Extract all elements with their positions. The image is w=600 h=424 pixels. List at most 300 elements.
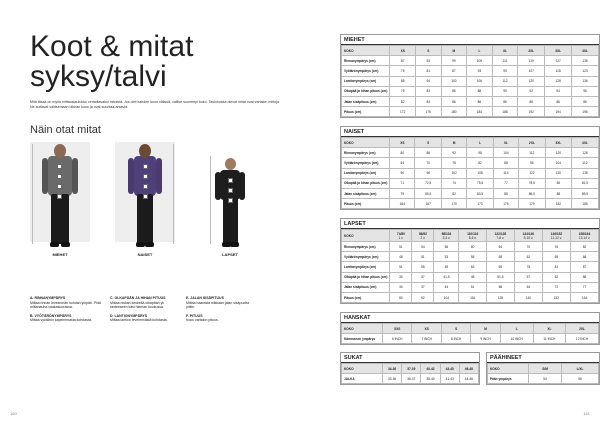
- cell-value: 85: [494, 188, 519, 198]
- cell-value: 77: [570, 282, 598, 292]
- cell-value: L/XL: [562, 364, 599, 374]
- cell-value: 184: [467, 107, 493, 117]
- cell-value: 81,5: [571, 178, 598, 188]
- figure-label-women: NAISET: [137, 252, 153, 257]
- def-head-b: B. VYÖTÄRÖNYMPÄRYS: [30, 313, 72, 318]
- row-label: JALKA: [342, 374, 383, 384]
- right-page: [300, 0, 600, 424]
- measure-point: [228, 188, 233, 193]
- measure-point: [143, 184, 148, 189]
- cell-value: XS: [390, 46, 416, 56]
- cell-value: 54: [529, 374, 562, 384]
- table-miehet: [340, 34, 600, 118]
- table-header-row: [342, 46, 599, 56]
- size-table: [487, 363, 599, 384]
- cell-value: 38-40: [421, 374, 440, 384]
- cell-value: S: [415, 46, 441, 56]
- table-row: [342, 282, 599, 292]
- cell-value: 192: [518, 107, 545, 117]
- measurement-figures: [30, 142, 285, 252]
- measure-point: [57, 184, 62, 189]
- cell-value: 81: [542, 262, 570, 272]
- cell-value: 78,5: [518, 178, 545, 188]
- cell-value: 76: [542, 242, 570, 252]
- def-text-f: Koko vartalon pituus.: [186, 318, 219, 323]
- cell-value: 9 INCH: [471, 334, 500, 344]
- cell-value: 70: [415, 158, 442, 168]
- cell-value: 128: [571, 148, 598, 158]
- measure-point: [57, 164, 62, 169]
- head: [54, 144, 66, 158]
- cell-value: 11 INCH: [533, 334, 565, 344]
- table-row: [342, 158, 599, 168]
- row-label: Kämmenen ympärys: [342, 334, 383, 344]
- table-row: [342, 56, 599, 66]
- cell-value: 86: [518, 96, 545, 106]
- cell-value: 105: [467, 56, 493, 66]
- cell-value: 104: [494, 148, 519, 158]
- cell-value: 56: [434, 242, 459, 252]
- row-label: Lantionympärys (cm): [342, 262, 390, 272]
- size-table: [341, 323, 599, 344]
- cell-value: 122: [518, 168, 545, 178]
- cell-value: 58: [486, 282, 514, 292]
- cell-value: 3XL: [545, 46, 572, 56]
- header-cell: 86/92 2 v.: [412, 230, 434, 242]
- def-text-e: Mittaa haarasta nilkkaan jalan sisäpuolta pitkin.: [186, 300, 250, 310]
- size-table: [341, 45, 599, 117]
- cell-value: 167: [415, 199, 442, 209]
- cell-value: 41-43: [440, 374, 459, 384]
- cell-value: 68: [570, 272, 598, 282]
- cell-value: 30: [390, 272, 412, 282]
- cell-value: 112: [492, 76, 518, 86]
- cell-value: 41,5: [434, 272, 459, 282]
- cell-value: 96: [518, 158, 545, 168]
- cell-value: 87: [390, 56, 416, 66]
- cell-value: 45: [459, 272, 486, 282]
- definitions-col-3: [186, 296, 258, 323]
- cell-value: M: [441, 46, 467, 56]
- table-row: [342, 86, 599, 96]
- cell-value: 127: [545, 56, 572, 66]
- cell-value: 115: [545, 66, 572, 76]
- cell-value: 83,5: [467, 188, 494, 198]
- cell-value: 88: [467, 86, 493, 96]
- cell-value: 51: [390, 242, 412, 252]
- cell-value: 107: [518, 66, 545, 76]
- cell-value: 179: [518, 199, 545, 209]
- table-row: [342, 178, 599, 188]
- table-row: [342, 199, 599, 209]
- cell-value: 136: [572, 76, 599, 86]
- table-row: [342, 96, 599, 106]
- def-head-a: A. RINNANYMPÄRYS: [30, 296, 66, 300]
- header-cell: 110/116 5-6 v.: [459, 230, 486, 242]
- cell-value: 64: [390, 158, 415, 168]
- row-label: KOKO: [342, 138, 390, 148]
- cell-value: 75,5: [467, 178, 494, 188]
- cell-value: 64: [514, 282, 542, 292]
- cell-value: 6 INCH: [383, 334, 412, 344]
- head: [225, 158, 236, 170]
- row-label: KOKO: [342, 46, 390, 56]
- cell-value: 130: [545, 168, 571, 178]
- header-cell: 122/128 7-8 v.: [486, 230, 514, 242]
- cell-value: 99: [441, 56, 467, 66]
- cell-value: 81: [415, 66, 441, 76]
- table-title-naiset: NAISET: [341, 127, 599, 137]
- cell-value: 92: [518, 86, 545, 96]
- page-number-left: 160: [10, 411, 17, 416]
- title-line-2: syksy/talvi: [30, 60, 167, 93]
- row-label: Olkapää ja hihan pituus (cm): [342, 178, 390, 188]
- cell-value: XXS: [383, 324, 412, 334]
- table-paahineet: [486, 352, 600, 385]
- cell-value: 4XL: [571, 138, 598, 148]
- table-naiset: [340, 126, 600, 210]
- measure-point: [143, 194, 148, 199]
- row-label: Jalan sisäpituus (cm): [342, 96, 390, 106]
- row-label: Pituus (cm): [342, 199, 390, 209]
- row-label: Pituus (cm): [342, 107, 390, 117]
- cell-value: 62: [514, 252, 542, 262]
- table-title-lapset: LAPSET: [341, 219, 599, 229]
- cell-value: 119: [518, 56, 545, 66]
- cell-value: 7 INCH: [412, 334, 441, 344]
- cell-value: 59: [434, 262, 459, 272]
- header-cell: KOKO: [342, 230, 390, 242]
- cell-value: 10 INCH: [500, 334, 533, 344]
- cell-value: 94: [545, 86, 572, 96]
- row-label: Olkapää ja hihan pituus (cm): [342, 86, 390, 96]
- cell-value: 4XL: [572, 46, 599, 56]
- cell-value: 46-48: [459, 364, 478, 374]
- table-title-paahineet: PÄÄHINEET: [487, 353, 599, 363]
- row-label: Rinnanympärys (cm): [342, 148, 390, 158]
- table-title-miehet: MIEHET: [341, 35, 599, 45]
- cell-value: 104: [545, 158, 571, 168]
- cell-value: 88: [390, 76, 416, 86]
- cell-value: 65: [542, 252, 570, 262]
- table-row: [488, 374, 599, 384]
- cell-value: M: [471, 324, 500, 334]
- cell-value: 173: [467, 199, 494, 209]
- cell-value: 87: [441, 66, 467, 76]
- table-header-row: [342, 230, 599, 242]
- cell-value: 74: [442, 178, 467, 188]
- cell-value: 71: [390, 178, 415, 188]
- table-row: [342, 262, 599, 272]
- legs-tights: [137, 194, 153, 244]
- figure-women: [115, 142, 175, 252]
- table-lapset: [340, 218, 600, 304]
- cell-value: XS: [390, 138, 415, 148]
- row-label: Rinnanympärys (cm): [342, 56, 390, 66]
- def-text-b: Mittaa vyötärön kapeimmasta kohdasta.: [30, 318, 92, 323]
- cell-value: 86: [441, 96, 467, 106]
- cell-value: 55: [412, 262, 434, 272]
- cell-value: 176: [494, 199, 519, 209]
- def-text-d: Mittaa lantion leveimmästä kohdasta.: [110, 318, 168, 323]
- cell-value: 84: [415, 96, 441, 106]
- header-cell: 134/140 9-10 v.: [514, 230, 542, 242]
- table-row: [342, 242, 599, 252]
- cell-value: 170: [442, 199, 467, 209]
- shoe-left: [50, 242, 59, 247]
- cell-value: 94: [415, 76, 441, 86]
- header-cell: 146/152 11-12 v.: [542, 230, 570, 242]
- cell-value: 152: [542, 292, 570, 302]
- cell-value: 87: [570, 262, 598, 272]
- cell-value: 86: [572, 96, 599, 106]
- cell-value: 79: [390, 86, 416, 96]
- cell-value: 86: [467, 96, 493, 106]
- cell-value: 8 INCH: [441, 334, 470, 344]
- cell-value: 180: [441, 107, 467, 117]
- cell-value: 75: [514, 262, 542, 272]
- def-head-c: C. OLKAPÄÄN JA HIHAN PITUUS: [110, 296, 166, 300]
- figure-label-children: LAPSET: [222, 252, 238, 257]
- row-label: KOKO: [488, 364, 529, 374]
- cell-value: L: [467, 138, 494, 148]
- row-label: KOKO: [342, 364, 383, 374]
- cell-value: 40-42: [421, 364, 440, 374]
- table-header-row: [342, 138, 599, 148]
- arm-right: [156, 158, 162, 194]
- cell-value: 123: [572, 66, 599, 76]
- cell-value: 196: [572, 107, 599, 117]
- row-label: Vyötärönympärys (cm): [342, 66, 390, 76]
- table-header-row: [488, 364, 599, 374]
- definitions-col-1: [30, 296, 102, 323]
- cell-value: 72,5: [415, 178, 442, 188]
- table-row: [342, 252, 599, 262]
- cell-value: 3XL: [545, 138, 571, 148]
- measure-point: [143, 164, 148, 169]
- cell-value: S: [441, 324, 470, 334]
- cell-value: 34-36: [383, 364, 402, 374]
- cell-value: S/M: [529, 364, 562, 374]
- cell-value: 51: [412, 252, 434, 262]
- table-row: [342, 272, 599, 282]
- row-label: Lantionympärys (cm): [342, 76, 390, 86]
- cell-value: 55: [459, 252, 486, 262]
- cell-value: XS: [412, 324, 441, 334]
- cell-value: 80: [545, 178, 571, 188]
- cell-value: 104: [434, 292, 459, 302]
- cell-value: 63: [459, 262, 486, 272]
- cell-value: 120: [545, 148, 571, 158]
- cell-value: 37-39: [402, 364, 421, 374]
- cell-value: 75: [390, 66, 416, 76]
- cell-value: 76: [442, 158, 467, 168]
- cell-value: 37: [412, 282, 434, 292]
- cell-value: 88: [494, 158, 519, 168]
- table-row: [342, 374, 479, 384]
- table-row: [342, 107, 599, 117]
- cell-value: 2XL: [518, 46, 545, 56]
- header-cell: 74/80 1 v.: [390, 230, 412, 242]
- cell-value: 194: [545, 107, 572, 117]
- def-head-e: E. JALAN SISÄPITUUS: [186, 296, 224, 300]
- cell-value: 182: [545, 199, 571, 209]
- figure-label-men: MIEHET: [52, 252, 68, 257]
- def-head-d: D. LANTIONYMPÄRYS: [110, 313, 148, 318]
- cell-value: 44: [434, 282, 459, 292]
- cell-value: 93: [467, 66, 493, 76]
- cell-value: 2XL: [518, 138, 545, 148]
- cell-value: 80,5: [415, 188, 442, 198]
- table-sukat: [340, 352, 480, 385]
- def-text-a: Mittaa rinnan leveimmän kohdan ympäri. Pidä mittanauha vaakasuorassa.: [30, 300, 102, 310]
- cell-value: L: [500, 324, 533, 334]
- size-table: [341, 363, 479, 384]
- cell-value: 56: [562, 374, 599, 384]
- title-line-1: Koot & mitat: [30, 30, 194, 63]
- cell-value: 30: [390, 282, 412, 292]
- size-table: [341, 137, 599, 209]
- cell-value: 86: [492, 96, 518, 106]
- measure-point: [143, 174, 148, 179]
- table-row: [342, 188, 599, 198]
- cell-value: XL: [492, 46, 518, 56]
- cell-value: 79: [390, 188, 415, 198]
- cell-value: 68: [570, 252, 598, 262]
- cell-value: 114: [494, 168, 519, 178]
- cell-value: 82: [442, 188, 467, 198]
- cell-value: 51,5: [486, 272, 514, 282]
- cell-value: 36-37: [402, 374, 421, 384]
- table-row: [342, 66, 599, 76]
- cell-value: 100: [441, 76, 467, 86]
- row-label: Vyötärönympärys (cm): [342, 158, 390, 168]
- def-text-c: Mittaa niskan keskeltä olkapään yli ranteeseen käsi hieman koukussa.: [110, 300, 164, 310]
- figure-children: [200, 142, 260, 252]
- cell-value: 99: [492, 66, 518, 76]
- legs-tights: [223, 198, 238, 244]
- cell-value: 135: [572, 56, 599, 66]
- cell-value: S: [415, 138, 442, 148]
- table-title-sukat: SUKAT: [341, 353, 479, 363]
- table-row: [342, 148, 599, 158]
- cell-value: 53: [434, 252, 459, 262]
- cell-value: XL: [494, 138, 519, 148]
- cell-value: 96: [415, 168, 442, 178]
- table-row: [342, 292, 599, 302]
- intro-text: Mitä tässä on myös mittaustaulukko vertailtavaksi mitoista. Jos olet kahden koon välissä, valitse suurempi koko. Taulukossa olevat mitat ovat vartalon mittoja. Ne auttavat valitsemaan oikean koon ja ovat suuntaa-antavia.: [30, 100, 281, 109]
- cell-value: 54: [412, 242, 434, 252]
- cell-value: 57: [514, 272, 542, 282]
- cell-value: 112: [571, 158, 598, 168]
- torso-shirt: [220, 170, 240, 200]
- cell-value: 112: [518, 148, 545, 158]
- header-cell: 98/104 3-4 v.: [434, 230, 459, 242]
- cell-value: 64: [486, 242, 514, 252]
- row-label: Olkapää ja hihan pituus (cm): [342, 272, 390, 282]
- cell-value: 2XL: [566, 324, 599, 334]
- cell-value: 92: [442, 148, 467, 158]
- cell-value: 164: [570, 292, 598, 302]
- table-header-row: [342, 364, 479, 374]
- cell-value: 111: [492, 56, 518, 66]
- cell-value: 80: [390, 292, 412, 302]
- shoe-right: [230, 242, 239, 247]
- cell-value: 80: [390, 148, 415, 158]
- cell-value: 83: [415, 86, 441, 96]
- shoe-right: [145, 242, 154, 247]
- cell-value: 82: [467, 158, 494, 168]
- arm-right: [72, 158, 78, 194]
- cell-value: 90: [390, 168, 415, 178]
- cell-value: 106: [467, 76, 493, 86]
- cell-value: 77: [494, 178, 519, 188]
- cell-value: 98: [467, 148, 494, 158]
- page-title: [30, 32, 193, 92]
- table-title-hanskat: HANSKAT: [341, 313, 599, 323]
- cell-value: 172: [390, 107, 416, 117]
- row-label: Rinnanympärys (cm): [342, 242, 390, 252]
- cell-value: 176: [415, 107, 441, 117]
- cell-value: 96: [572, 86, 599, 96]
- cell-value: XL: [533, 324, 565, 334]
- figure-men: [30, 142, 90, 252]
- row-label: Vyötärönympärys (cm): [342, 252, 390, 262]
- cell-value: 86: [415, 148, 442, 158]
- cell-value: 33-36: [383, 374, 402, 384]
- shoe-left: [136, 242, 145, 247]
- section-subtitle: Näin otat mitat: [30, 124, 101, 136]
- measure-point: [228, 198, 233, 203]
- cell-value: 60: [459, 242, 486, 252]
- cell-value: 90: [492, 86, 518, 96]
- row-label: Pään ympärys: [488, 374, 529, 384]
- height-ruler: [32, 144, 33, 244]
- row-label: Jalan sisäpituus (cm): [342, 188, 390, 198]
- shoe-right: [61, 242, 70, 247]
- legs-tights: [51, 194, 69, 244]
- row-label: KOKO: [342, 324, 383, 334]
- cell-value: 89,5: [571, 188, 598, 198]
- cell-value: 128: [545, 76, 572, 86]
- cell-value: 70: [514, 242, 542, 252]
- cell-value: 86: [545, 96, 572, 106]
- cell-value: 12 INCH: [566, 334, 599, 344]
- cell-value: L: [467, 46, 493, 56]
- height-ruler: [173, 144, 174, 244]
- cell-value: 116: [459, 292, 486, 302]
- row-label: Jalan sisäpituus (cm): [342, 282, 390, 292]
- cell-value: 120: [518, 76, 545, 86]
- head: [139, 144, 151, 158]
- row-label: Pituus (cm): [342, 292, 390, 302]
- cell-value: 108: [467, 168, 494, 178]
- page-number-right: 161: [583, 411, 590, 416]
- cell-value: 58: [486, 252, 514, 262]
- cell-value: 128: [486, 292, 514, 302]
- cell-value: 82: [570, 242, 598, 252]
- cell-value: 86: [441, 86, 467, 96]
- definitions-col-2: [110, 296, 182, 323]
- row-label: Lantionympärys (cm): [342, 168, 390, 178]
- cell-value: 72: [542, 282, 570, 292]
- cell-value: 48: [390, 252, 412, 262]
- cell-value: 140: [514, 292, 542, 302]
- cell-value: M: [442, 138, 467, 148]
- cell-value: 43-45: [440, 364, 459, 374]
- cell-value: 37: [412, 272, 434, 282]
- table-row: [342, 168, 599, 178]
